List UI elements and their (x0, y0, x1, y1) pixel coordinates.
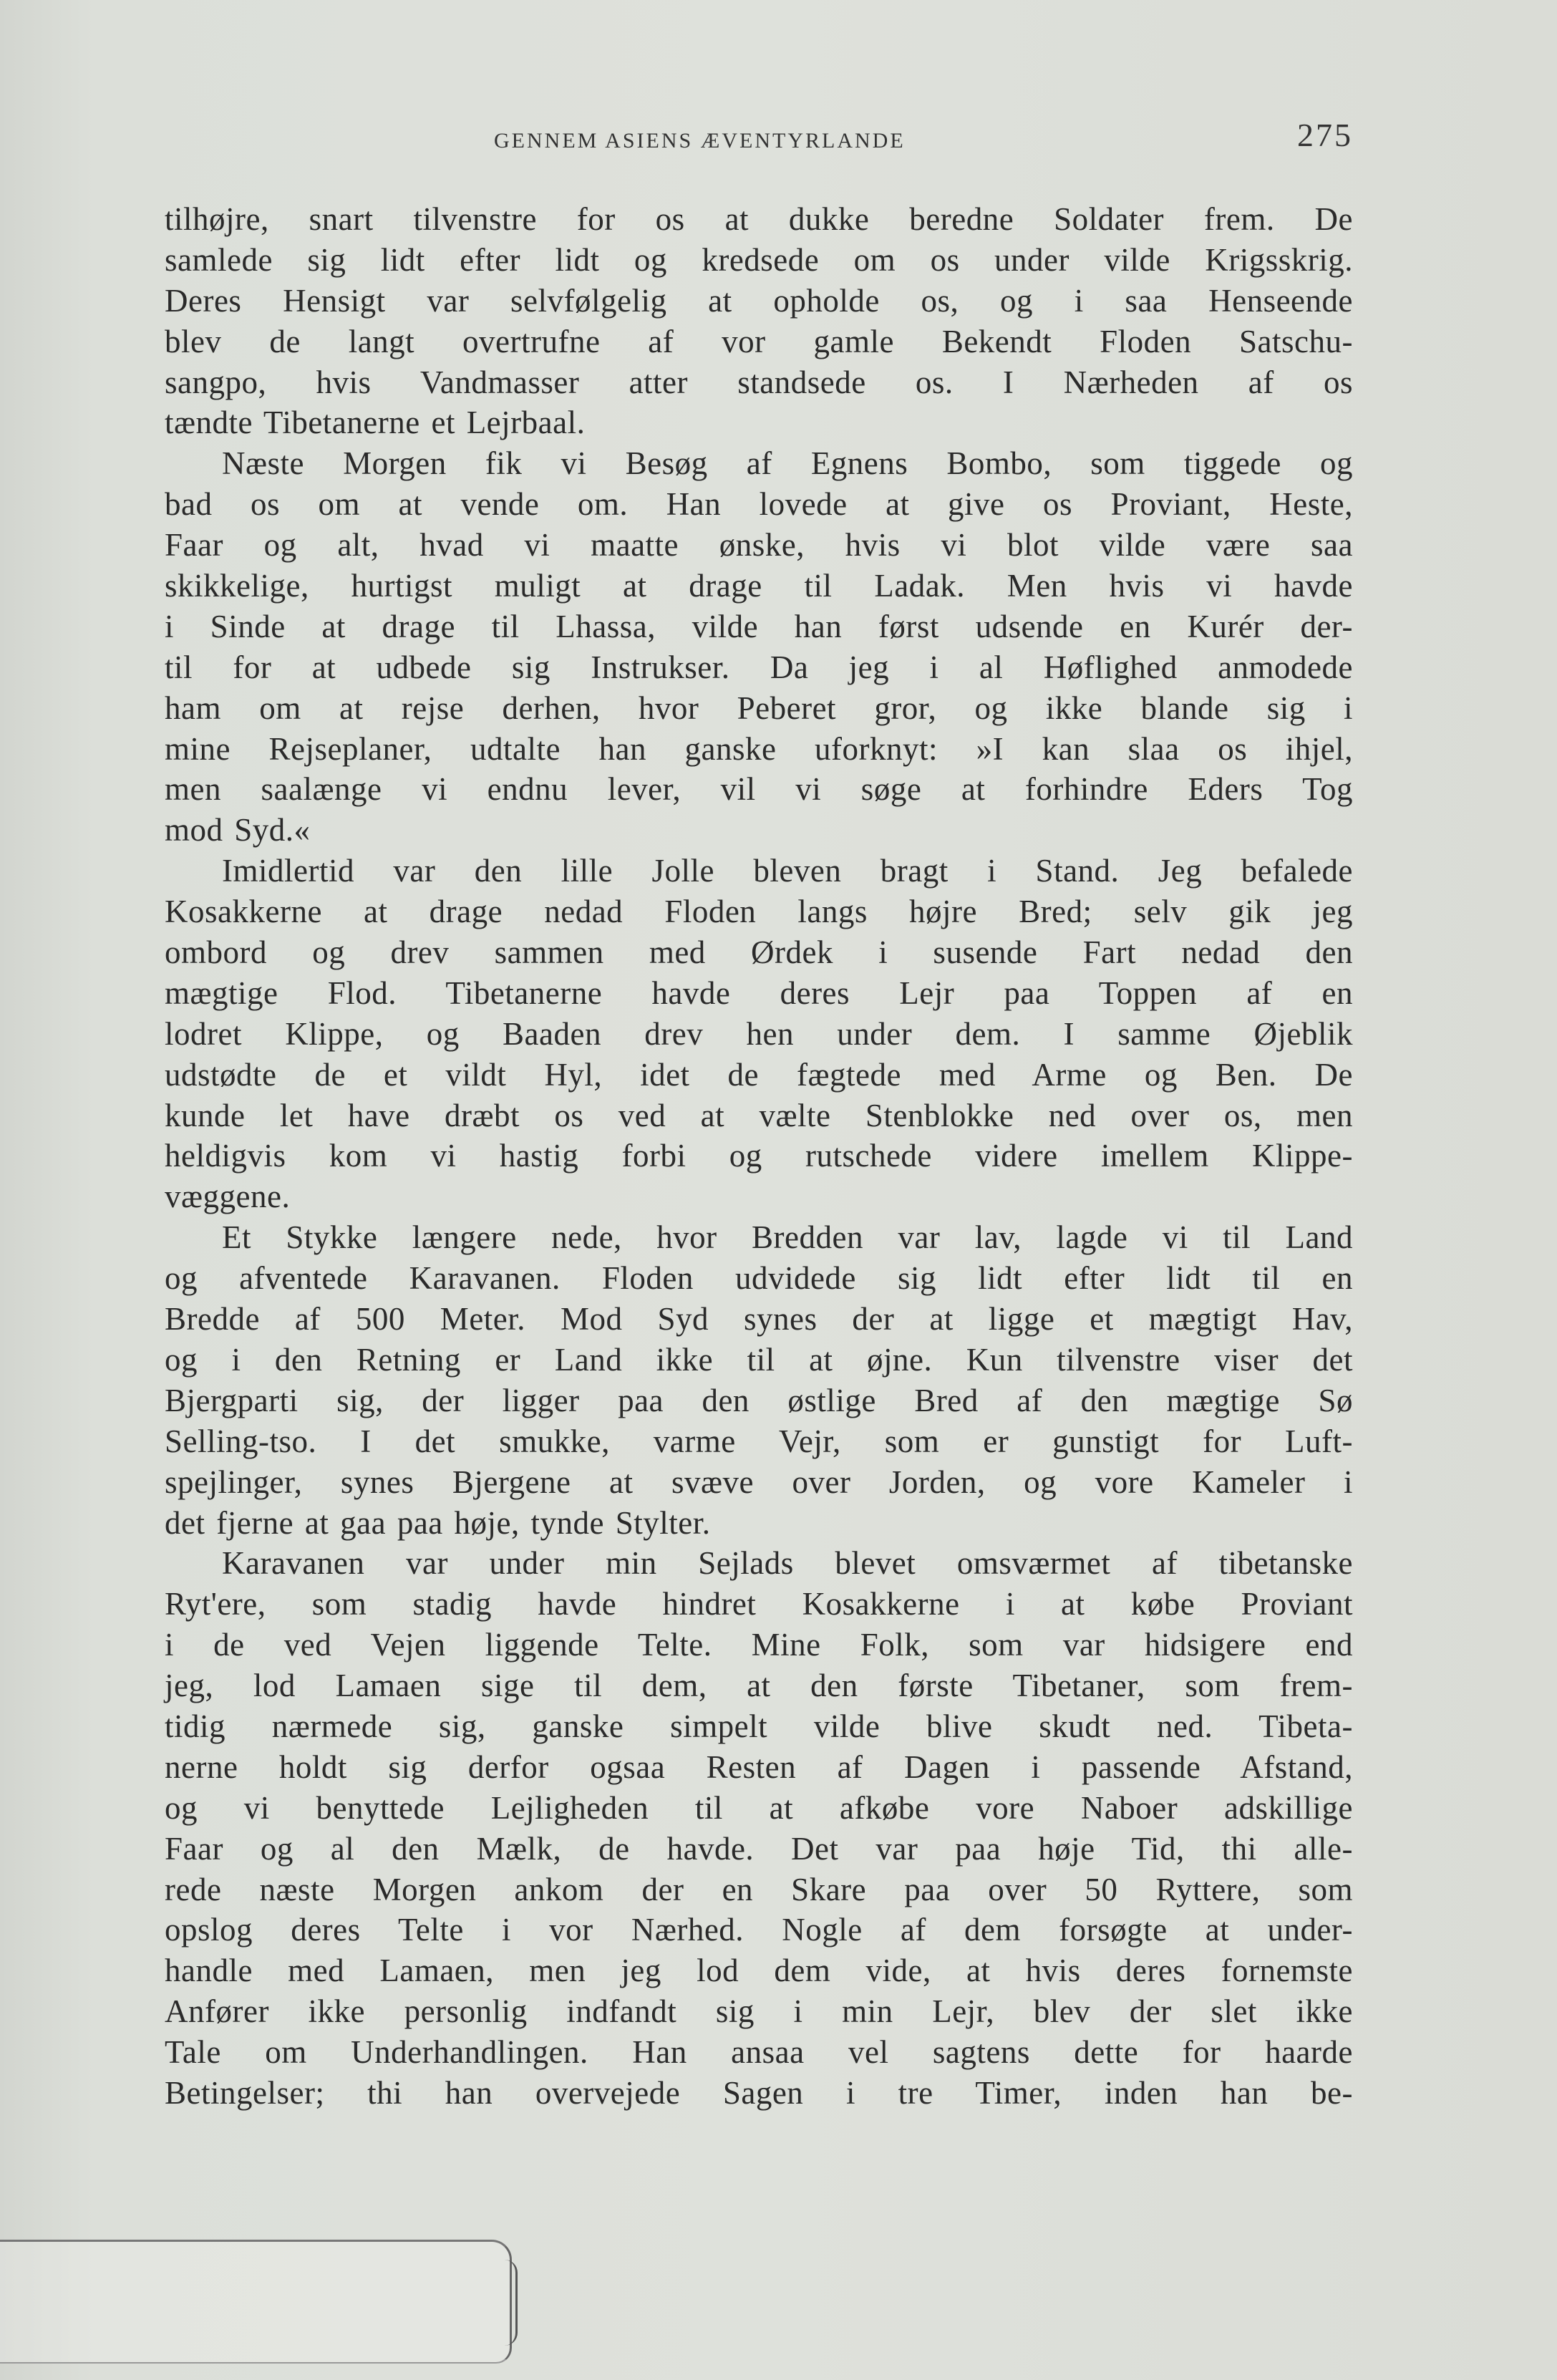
text-line: væggene. (165, 1179, 291, 1215)
body-text (165, 199, 1353, 2114)
text-line: bad os om at vende om. Han lovede at give os Proviant, Heste, (165, 486, 1353, 523)
text-line: Faar og alt, hvad vi maatte ønske, hvis vi blot vilde være saa (165, 527, 1353, 563)
text-line: rede næste Morgen ankom der en Skare paa over 50 Ryttere, som (165, 1871, 1353, 1907)
text-line: opslog deres Telte i vor Nærhed. Nogle af dem forsøgte at under- (165, 1912, 1353, 1948)
text-line: lodret Klippe, og Baaden drev hen under dem. I samme Øjeblik (165, 1015, 1353, 1052)
text-line: det fjerne at gaa paa høje, tynde Stylter. (165, 1504, 711, 1541)
page-header (165, 113, 1353, 163)
text-line: Imidlertid var den lille Jolle bleven bragt i Stand. Jeg befalede (222, 853, 1353, 889)
text-line: ombord og drev sammen med Ørdek i susende Fart nedad den (165, 934, 1353, 971)
text-line: udstødte de et vildt Hyl, idet de fægtede med Arme og Ben. De (165, 1056, 1353, 1093)
text-line: handle med Lamaen, men jeg lod dem vide, at hvis deres fornemste (165, 1953, 1353, 1989)
text-line: Faar og al den Mælk, de havde. Det var paa høje Tid, thi alle- (165, 1830, 1353, 1867)
text-line: Tale om Underhandlingen. Han ansaa vel sagtens dette for haarde (165, 2034, 1353, 2071)
text-line: Kosakkerne at drage nedad Floden langs højre Bred; selv gik jeg (165, 894, 1353, 930)
text-line: nerne holdt sig derfor ogsaa Resten af Dagen i passende Afstand, (165, 1748, 1353, 1785)
text-line: Bredde af 500 Meter. Mod Syd synes der at ligge et mægtigt Hav, (165, 1301, 1353, 1337)
text-line: og afventede Karavanen. Floden udvidede sig lidt efter lidt til en (165, 1260, 1353, 1297)
text-line: tilhøjre, snart tilvenstre for os at dukke beredne Soldater frem. De (165, 201, 1353, 237)
label-edge-curve (494, 2260, 518, 2346)
text-line: spejlinger, synes Bjergene at svæve over Jorden, og vore Kameler i (165, 1464, 1353, 1500)
text-line: Ryt'ere, som stadig havde hindret Kosakkerne i at købe Proviant (165, 1586, 1353, 1622)
text-line: jeg, lod Lamaen sige til dem, at den første Tibetaner, som frem- (165, 1668, 1353, 1704)
library-label-outline (0, 2240, 512, 2364)
text-line: blev de langt overtrufne af vor gamle Bekendt Floden Satschu- (165, 323, 1353, 359)
text-line: Et Stykke længere nede, hvor Bredden var lav, lagde vi til Land (222, 1219, 1353, 1256)
text-line: Deres Hensigt var selvfølgelig at opholde os, og i saa Henseende (165, 282, 1353, 319)
running-title: GENNEM ASIENS ÆVENTYRLANDE (494, 129, 906, 153)
text-line: ham om at rejse derhen, hvor Peberet gror, og ikke blande sig i (165, 690, 1353, 726)
text-line: tidig nærmede sig, ganske simpelt vilde blive skudt ned. Tibeta- (165, 1708, 1353, 1744)
text-line: men saalænge vi endnu lever, vil vi søge at forhindre Eders Tog (165, 771, 1353, 808)
text-line: skikkelige, hurtigst muligt at drage til Ladak. Men hvis vi havde (165, 568, 1353, 604)
text-line: Karavanen var under min Sejlads blevet omsværmet af tibetanske (222, 1545, 1353, 1582)
text-line: Bjergparti sig, der ligger paa den østlige Bred af den mægtige Sø (165, 1382, 1353, 1418)
text-line: i Sinde at drage til Lhassa, vilde han først udsende en Kurér der- (165, 608, 1353, 644)
text-line: Næste Morgen fik vi Besøg af Egnens Bombo, som tiggede og (222, 445, 1353, 482)
text-line: heldigvis kom vi hastig forbi og rutschede videre imellem Klippe- (165, 1138, 1353, 1174)
text-line: sangpo, hvis Vandmasser atter standsede os. I Nærheden af os (165, 364, 1353, 400)
text-line: og vi benyttede Lejligheden til at afkøbe vore Naboer adskillige (165, 1789, 1353, 1826)
text-line: mod Syd.« (165, 812, 311, 848)
text-line: tændte Tibetanerne et Lejrbaal. (165, 405, 586, 441)
text-line: og i den Retning er Land ikke til at øjne. Kun tilvenstre viser det (165, 1341, 1353, 1378)
text-line: i de ved Vejen liggende Telte. Mine Folk, som var hidsigere end (165, 1627, 1353, 1663)
text-line: Anfører ikke personlig indfandt sig i min Lejr, blev der slet ikke (165, 1993, 1353, 2030)
text-line: Betingelser; thi han overvejede Sagen i tre Timer, inden han be- (165, 2074, 1353, 2111)
text-line: kunde let have dræbt os ved at vælte Stenblokke ned over os, men (165, 1097, 1353, 1133)
text-line: til for at udbede sig Instrukser. Da jeg i al Høflighed anmodede (165, 649, 1353, 685)
text-line: mine Rejseplaner, udtalte han ganske uforknyt: »I kan slaa os ihjel, (165, 730, 1353, 767)
text-line: samlede sig lidt efter lidt og kredsede om os under vilde Krigsskrig. (165, 241, 1353, 278)
text-line: mægtige Flod. Tibetanerne havde deres Lejr paa Toppen af en (165, 974, 1353, 1011)
page-number: 275 (1297, 117, 1353, 153)
text-line: Selling-tso. I det smukke, varme Vejr, som er gunstigt for Luft- (165, 1423, 1353, 1459)
